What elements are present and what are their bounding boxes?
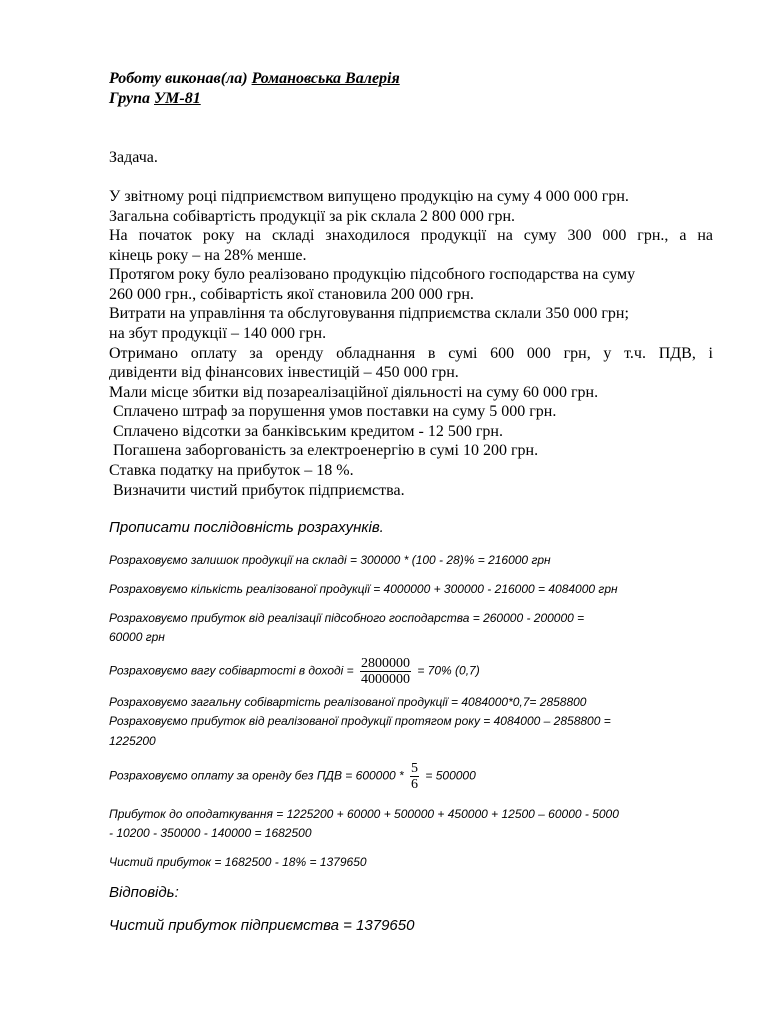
calc-step-fraction <box>109 761 476 792</box>
task-line: У звітному році підприємством випущено продукцію на суму 4 000 000 грн. <box>109 188 629 205</box>
group-name: УМ-81 <box>154 90 201 107</box>
calc-step: 1225200 <box>109 734 156 748</box>
group-line <box>109 90 201 108</box>
solution-intro: Прописати послідовність розрахунків. <box>109 519 384 536</box>
calc-step: - 10200 - 350000 - 140000 = 1682500 <box>109 826 312 840</box>
calc-step-prefix: Розраховуємо вагу собівартості в доході = <box>109 663 354 678</box>
task-line: 260 000 грн., собівартість якої становила 200 000 грн. <box>109 286 474 303</box>
task-line: Визначити чистий прибуток підприємства. <box>113 482 405 499</box>
author-line <box>109 70 400 88</box>
calc-step: 60000 грн <box>109 630 165 644</box>
task-line: Мали місце збитки від позареалізаційної діяльності на суму 60 000 грн. <box>109 384 599 401</box>
task-line: Сплачено штраф за порушення умов поставки на суму 5 000 грн. <box>113 403 557 420</box>
fraction-denominator: 6 <box>411 777 419 792</box>
fraction-numerator: 2800000 <box>360 656 410 671</box>
calc-step: Розраховуємо залишок продукції на складі = 300000 * (100 - 28)% = 216000 грн <box>109 553 551 567</box>
fraction-denominator: 4000000 <box>360 672 410 687</box>
task-line: Витрати на управління та обслуговування підприємства склали 350 000 грн; <box>109 305 629 322</box>
calc-step: Розраховуємо прибуток від реалізації підсобного господарства = 260000 - 200000 = <box>109 611 585 625</box>
task-line: Ставка податку на прибуток – 18 %. <box>109 462 354 479</box>
calc-step-suffix: = 70% (0,7) <box>417 663 480 678</box>
group-label: Група <box>109 90 151 107</box>
calc-step: Прибуток до оподаткування = 1225200 + 60000 + 500000 + 450000 + 12500 – 60000 - 5000 <box>109 807 619 821</box>
task-line: на збут продукції – 140 000 грн. <box>109 325 327 342</box>
author-name: Романовська Валерія <box>251 70 400 87</box>
author-label: Роботу виконав(ла) <box>109 70 248 87</box>
calc-step: Чистий прибуток = 1682500 - 18% = 1379650 <box>109 855 367 869</box>
answer-text: Чистий прибуток підприємства = 1379650 <box>109 917 415 934</box>
calc-step: Розраховуємо кількість реалізованої продукції = 4000000 + 300000 - 216000 = 4084000 грн <box>109 582 618 596</box>
task-line: Загальна собівартість продукції за рік склала 2 800 000 грн. <box>109 208 516 225</box>
task-line: Погашена заборгованість за електроенергію в сумі 10 200 грн. <box>113 442 539 459</box>
task-line: Протягом року було реалізовано продукцію підсобного господарства на суму <box>109 266 636 283</box>
calc-step-suffix: = 500000 <box>425 768 476 783</box>
task-line: Отримано оплату за оренду обладнання в сумі 600 000 грн, у т.ч. ПДВ, і <box>109 345 713 362</box>
calc-step-fraction <box>109 656 480 687</box>
fraction <box>410 761 419 792</box>
calc-step: Розраховуємо загальну собівартість реалізованої продукції = 4084000*0,7= 2858800 <box>109 695 587 709</box>
fraction-numerator: 5 <box>411 761 419 776</box>
task-title: Задача. <box>109 149 158 166</box>
task-line: Сплачено відсотки за банківським кредитом - 12 500 грн. <box>113 423 503 440</box>
task-line: дивіденти від фінансових інвестицій – 450 000 грн. <box>109 364 459 381</box>
task-line: На початок року на складі знаходилося продукції на суму 300 000 грн., а на <box>109 227 713 244</box>
calc-step-prefix: Розраховуємо оплату за оренду без ПДВ = 600000 * <box>109 768 404 783</box>
task-line: кінець року – на 28% менше. <box>109 247 307 264</box>
fraction <box>360 656 411 687</box>
calc-step: Розраховуємо прибуток від реалізованої продукції протягом року = 4084000 – 2858800 = <box>109 714 611 728</box>
answer-label: Відповідь: <box>109 884 179 901</box>
